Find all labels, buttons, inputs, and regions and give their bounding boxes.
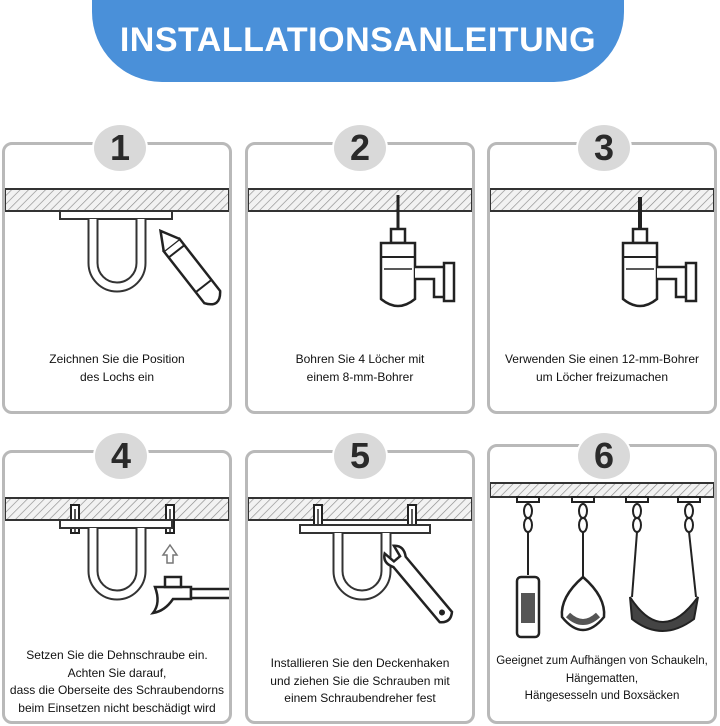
page-title: INSTALLATIONSANLEITUNG xyxy=(119,21,597,59)
step-5-illustration xyxy=(248,453,472,643)
arrow-up-icon xyxy=(163,545,177,563)
step-1-illustration xyxy=(5,145,229,345)
caption-line: Hängematten, xyxy=(565,672,639,685)
step-3-illustration xyxy=(490,145,714,345)
step-2-illustration xyxy=(248,145,472,345)
caption-line: Achten Sie darauf, xyxy=(67,665,167,680)
power-drill-icon xyxy=(623,197,696,306)
step-number-badge xyxy=(92,123,148,173)
ceiling-slab xyxy=(248,189,472,211)
step-card-5 xyxy=(245,435,475,724)
step-caption xyxy=(490,653,714,706)
step-number: 6 xyxy=(593,435,615,476)
step-card-2 xyxy=(245,127,475,414)
u-hook-inner xyxy=(93,219,141,287)
step-caption xyxy=(5,647,229,717)
punching-bag-icon xyxy=(517,532,539,637)
mounting-plate xyxy=(60,211,172,219)
step-number-badge xyxy=(332,123,388,173)
u-hook-inner xyxy=(338,533,386,595)
caption-line: Geeignet zum Aufhängen von Schaukeln, xyxy=(496,655,708,667)
caption-line: Installieren Sie den Deckenhaken xyxy=(270,656,450,670)
hammer-icon xyxy=(153,577,229,613)
mounting-plate xyxy=(60,520,172,528)
mounting-plate xyxy=(300,525,430,533)
step-card-1 xyxy=(2,127,232,414)
caption-line: beim Einsetzen nicht beschädigt wird xyxy=(18,700,216,715)
step-number: 3 xyxy=(593,127,615,168)
caption-line: Bohren Sie 4 Löcher mit xyxy=(295,352,425,366)
caption-line: Zeichnen Sie die Position xyxy=(49,352,185,366)
step-number: 4 xyxy=(110,435,132,476)
step-card-4 xyxy=(2,435,232,724)
step-number-badge xyxy=(93,431,149,481)
step-number-badge xyxy=(576,123,632,173)
ceiling-slab xyxy=(490,189,714,211)
caption-line: einem Schraubendreher fest xyxy=(284,691,436,705)
title-banner xyxy=(92,0,624,82)
marker-pen-icon xyxy=(153,225,225,309)
u-hook-inner xyxy=(93,528,141,595)
ceiling-slab xyxy=(248,498,472,520)
step-number: 5 xyxy=(349,435,371,476)
hanging-items-icon xyxy=(517,497,700,637)
ceiling-slab xyxy=(5,189,229,211)
caption-line: des Lochs ein xyxy=(79,369,155,384)
step-caption xyxy=(248,655,472,708)
hanging-chair-icon xyxy=(562,532,604,630)
ceiling-slab xyxy=(490,483,714,497)
caption-line: Setzen Sie die Dehnschraube ein. xyxy=(26,648,208,662)
caption-line: einem 8-mm-Bohrer xyxy=(306,369,414,384)
step-card-6 xyxy=(487,435,717,724)
swing-icon xyxy=(630,532,698,631)
ceiling-slab xyxy=(5,498,229,520)
step-number-badge xyxy=(332,431,388,481)
wrench-icon xyxy=(381,543,456,627)
step-number-badge xyxy=(576,431,632,481)
step-number: 2 xyxy=(349,127,371,168)
step-number: 1 xyxy=(109,127,131,168)
caption-line: Verwenden Sie einen 12-mm-Bohrer xyxy=(504,352,700,366)
caption-line: und ziehen Sie die Schrauben mit xyxy=(270,673,450,688)
caption-line: Hängesesseln und Boxsäcken xyxy=(524,690,680,702)
step-card-3 xyxy=(487,127,717,414)
caption-line: dass die Oberseite des Schraubendorns xyxy=(9,683,225,697)
step-caption xyxy=(5,351,229,386)
step-caption xyxy=(248,351,472,386)
step-4-illustration xyxy=(5,453,229,643)
step-caption xyxy=(490,351,714,386)
caption-line: um Löcher freizumachen xyxy=(535,369,669,384)
